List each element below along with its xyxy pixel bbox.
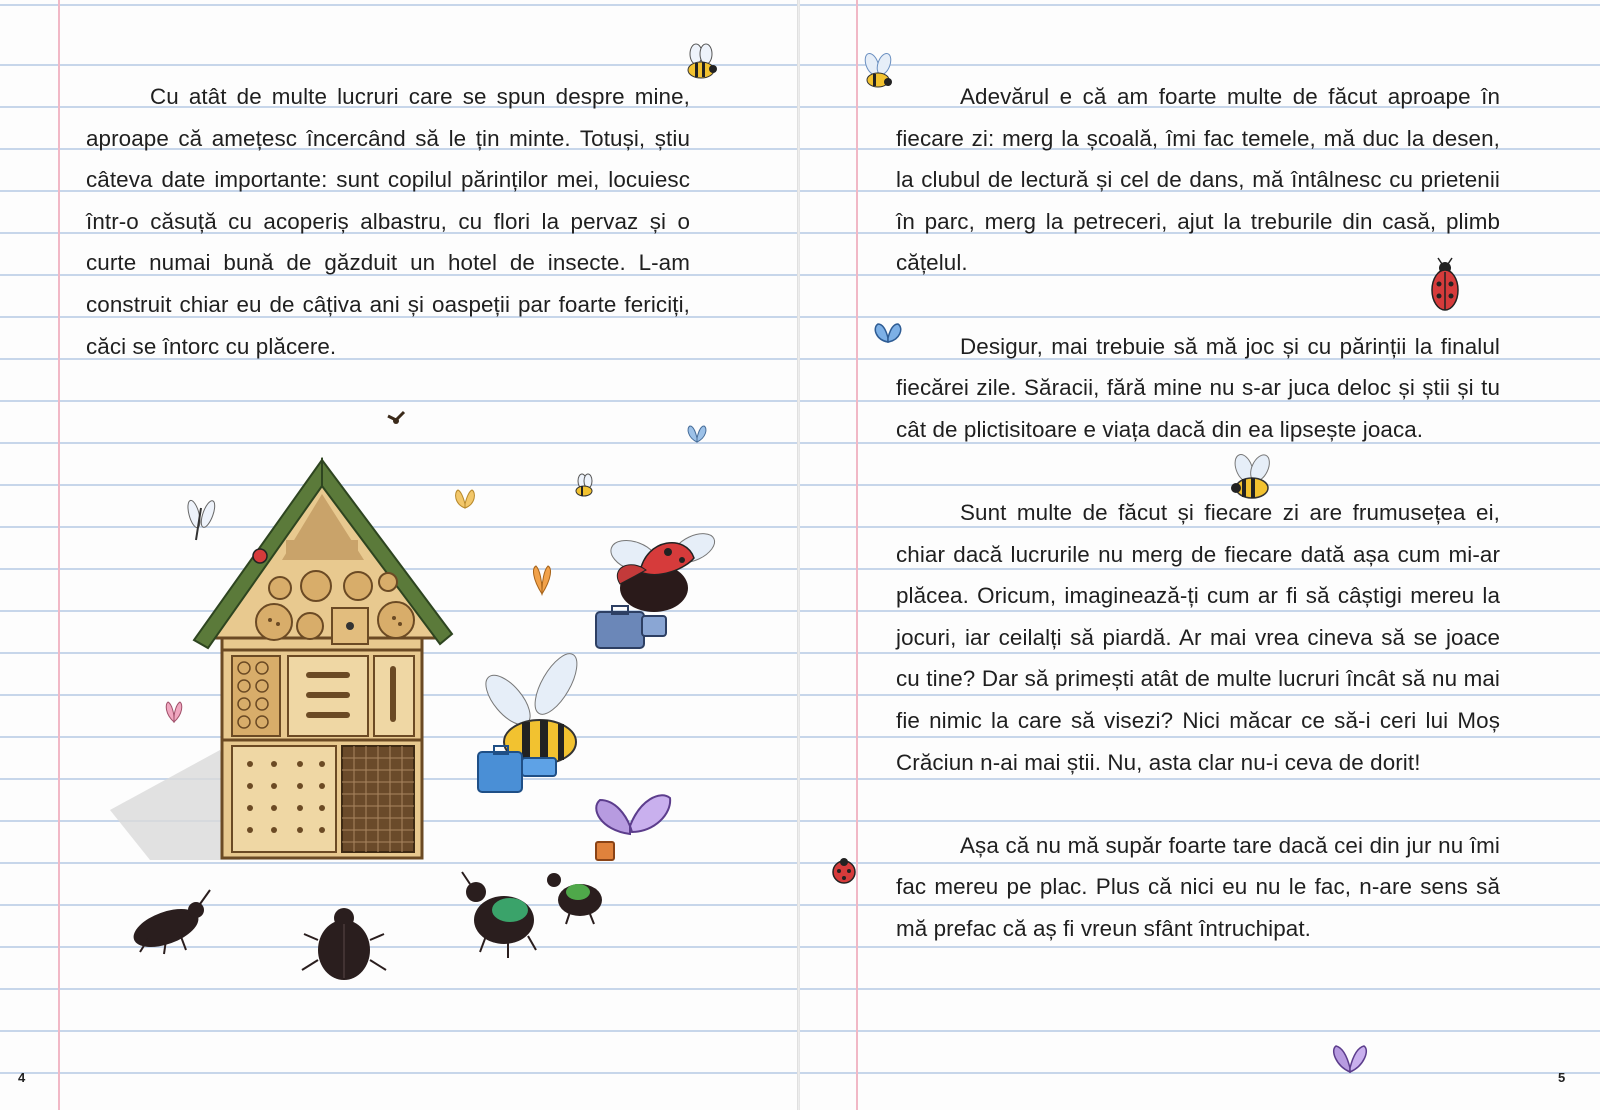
insect-hotel-icon bbox=[110, 460, 470, 880]
left-page-text bbox=[86, 76, 690, 367]
bee-icon bbox=[1224, 454, 1280, 504]
paragraph: Cu atât de multe lucruri care se spun despre mine, aproape că amețesc încercând să le țin minte. Totuși, știu câteva date importante: sunt copilul părinților mei, locuiesc într-o căsuță cu acoperiș albastru, cu flori la pervaz și o curte numai bună de găzduit un hotel de insecte. L-am construit chiar eu de câțiva ani și oaspeții par foarte fericiți, căci se întorc cu plăcere. bbox=[86, 84, 690, 359]
ladybug-icon bbox=[1428, 258, 1462, 316]
bee-icon bbox=[682, 44, 722, 84]
margin-line bbox=[58, 0, 60, 1110]
ladybug-icon bbox=[830, 856, 858, 886]
butterfly-icon bbox=[872, 322, 906, 348]
butterfly-icon bbox=[1328, 1044, 1372, 1076]
paragraph: Așa că nu mă supăr foarte tare dacă cei din jur nu îmi fac mereu pe plac. Plus că nici eu nu le fac, n-are sens să mă prefac că aș fi vreun sfânt întruchipat. bbox=[896, 832, 1500, 941]
butterfly-icon bbox=[590, 790, 680, 870]
fly-icon bbox=[386, 410, 406, 426]
bee-icon bbox=[470, 650, 600, 800]
bee-icon bbox=[572, 474, 596, 498]
paragraph: Sunt multe de făcut și fiecare zi are frumusețea ei, chiar dacă lucrurile nu merg de fiecare dată așa cum mi-ar plăcea. Oricum, imaginează-ți cum ar fi să câștigi mereu la jocuri, iar ceilalți să piardă. Ar mai vrea cineva să se joace cu tine? Dar să primești atât de multe lucruri încât să nu mai fie nimic la care să visezi? Nici măcar ce să-i ceri lui Moș Crăciun n-ai mai știi. Nu, asta clar nu-i ceva de dorit! bbox=[896, 499, 1500, 775]
left-page bbox=[0, 0, 798, 1110]
paragraph: Desigur, mai trebuie să mă joc și cu părinții la finalul fiecărei zile. Săracii, fără mine nu s-ar juca deloc și știi și tu cât de plictisitoare e viața dacă din ea lipsește joaca. bbox=[896, 333, 1500, 442]
bee-icon bbox=[858, 52, 898, 92]
page-number: 4 bbox=[18, 1070, 26, 1085]
beetle-icon bbox=[120, 886, 210, 956]
beetle-icon bbox=[300, 900, 390, 990]
page-number: 5 bbox=[1558, 1070, 1566, 1085]
paragraph: Adevărul e că am foarte multe de făcut aproape în fiecare zi: merg la școală, îmi fac temele, mă duc la desen, la clubul de lectură și cel de dans, mă întâlnesc cu prietenii în parc, merg la petreceri, ajut la treburile din casă, plimb cățelul. bbox=[896, 84, 1500, 276]
right-page-text bbox=[896, 76, 1500, 949]
beetle-icon bbox=[540, 866, 610, 926]
butterfly-icon bbox=[686, 424, 708, 448]
beetle-icon bbox=[456, 870, 546, 960]
butterfly-icon bbox=[530, 564, 554, 598]
margin-line bbox=[856, 0, 858, 1110]
ladybug-icon bbox=[590, 528, 730, 658]
right-page bbox=[800, 0, 1600, 1110]
